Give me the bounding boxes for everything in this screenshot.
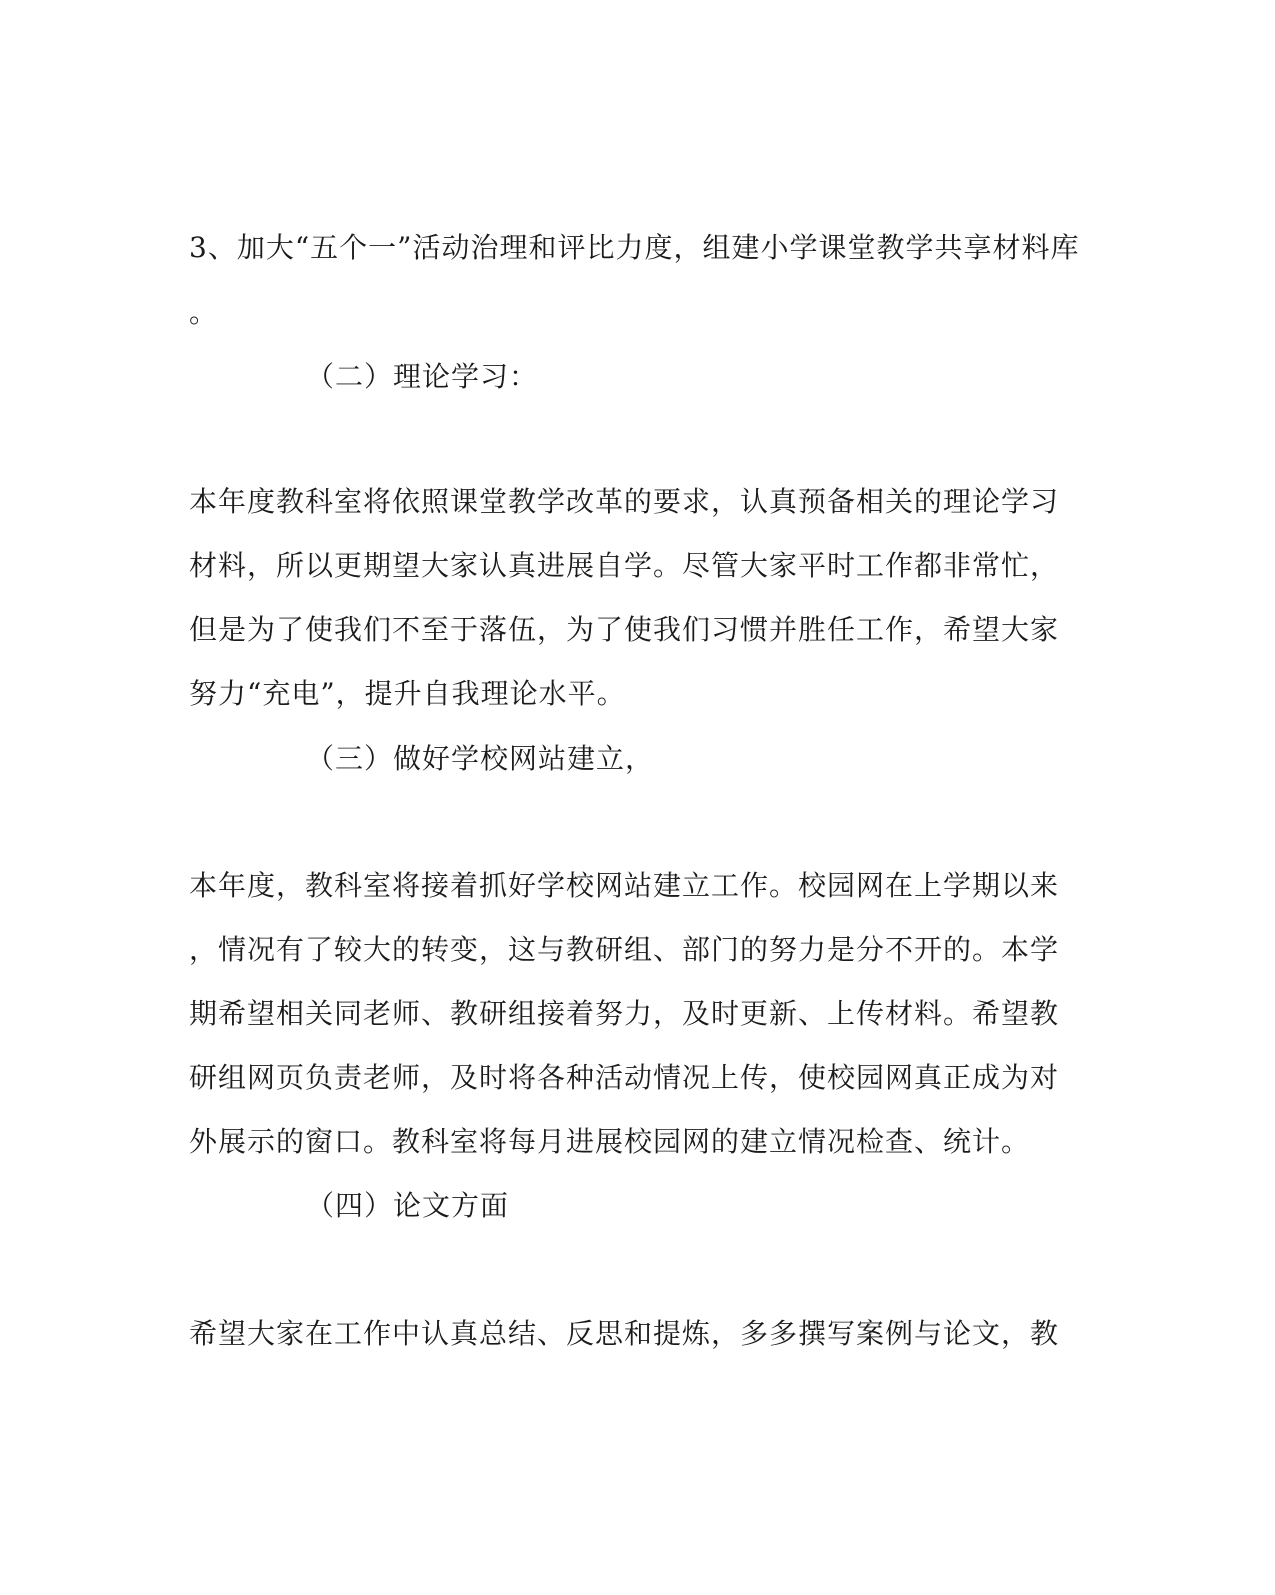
section-2-paragraph-line-4: 努力“充电”，提升自我理论水平。 xyxy=(189,677,626,710)
item-3-line-2: 。 xyxy=(189,296,219,329)
section-3-paragraph-line-2: ，情况有了较大的转变，这与教研组、部门的努力是分不开的。本学 xyxy=(189,933,1060,966)
section-3-paragraph-line-5: 外展示的窗口。教科室将每月进展校园网的建立情况检查、统计。 xyxy=(189,1125,1031,1158)
section-3-heading: （三）做好学校网站建立， xyxy=(306,742,655,775)
section-2-paragraph-line-3: 但是为了使我们不至于落伍，为了使我们习惯并胜任工作，希望大家 xyxy=(189,613,1060,646)
section-3-paragraph-line-4: 研组网页负责老师，及时将各种活动情况上传，使校园网真正成为对 xyxy=(189,1061,1060,1094)
section-2-paragraph-line-1: 本年度教科室将依照课堂教学改革的要求，认真预备相关的理论学习 xyxy=(189,485,1060,518)
section-4-heading: （四）论文方面 xyxy=(306,1189,510,1222)
section-3-paragraph-line-1: 本年度，教科室将接着抓好学校网站建立工作。校园网在上学期以来 xyxy=(189,869,1060,902)
section-4-paragraph-line-1: 希望大家在工作中认真总结、反思和提炼，多多撰写案例与论文，教 xyxy=(189,1317,1060,1350)
section-3-paragraph-line-3: 期希望相关同老师、教研组接着努力，及时更新、上传材料。希望教 xyxy=(189,997,1060,1030)
section-2-paragraph-line-2: 材料，所以更期望大家认真进展自学。尽管大家平时工作都非常忙， xyxy=(189,549,1060,582)
item-3-line-1: 3、加大“五个一”活动治理和评比力度，组建小学课堂教学共享材料库 xyxy=(189,231,1080,264)
section-2-heading: （二）理论学习： xyxy=(306,360,539,393)
